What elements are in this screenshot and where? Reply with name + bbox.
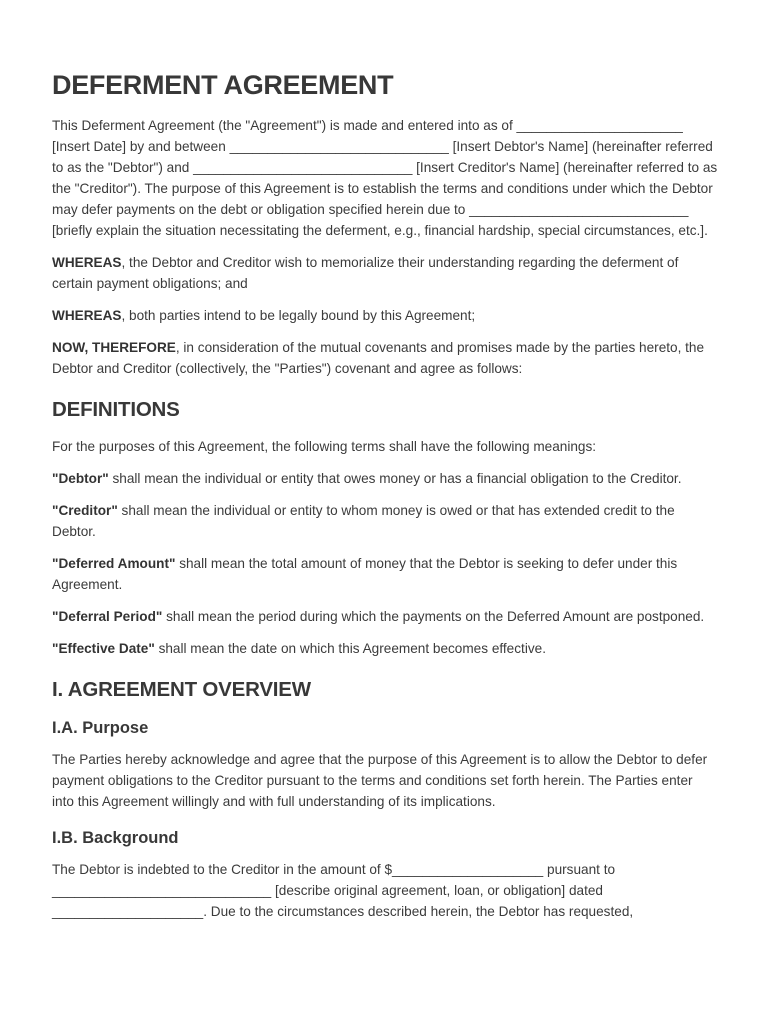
recital-whereas-2 — [52, 305, 718, 326]
background-paragraph: The Debtor is indebted to the Creditor in the amount of $____________________ pursuant to _____________________________ [describe original agreement, loan, or obligation] dated ____________________. Due to the circumstances described herein, the Debtor has requested, — [52, 862, 634, 919]
definition-deferred-amount — [52, 553, 718, 595]
recital-lead: WHEREAS — [52, 308, 122, 323]
recital-text: , both parties intend to be legally bound by this Agreement; — [121, 308, 476, 323]
definition-text: shall mean the period during which the payments on the Deferred Amount are postponed. — [162, 609, 705, 624]
definition-creditor — [52, 500, 718, 542]
recital-lead: NOW, THEREFORE — [52, 340, 176, 355]
definition-term: "Deferral Period" — [52, 609, 163, 624]
definitions-intro: For the purposes of this Agreement, the following terms shall have the following meanings: — [52, 439, 597, 454]
recital-text: , the Debtor and Creditor wish to memorialize their understanding regarding the deferment of certain payment obligations; and — [52, 255, 679, 291]
definition-deferral-period — [52, 606, 718, 627]
definition-debtor — [52, 468, 718, 489]
intro-paragraph: This Deferment Agreement (the "Agreement") is made and entered into as of ______________________ [Insert Date] by and between _____________________________ [Insert Debtor's Name] (hereinafter referred to as the "Debtor") and _____________________________ [Insert Creditor's Name] (hereinafter referred to as the "Creditor"). The purpose of this Agreement is to establish the terms and conditions under which the Debtor may defer payments on the debt or obligation specified herein due to _____________________________ [briefly explain the situation necessitating the deferment, e.g., financial hardship, special circumstances, etc.]. — [52, 118, 718, 238]
recital-text: , in consideration of the mutual covenants and promises made by the parties hereto, the Debtor and Creditor (collectively, the "Parties") covenant and agree as follows: — [52, 340, 705, 376]
recital-lead: WHEREAS — [52, 255, 122, 270]
background-heading: I.B. Background — [52, 829, 179, 847]
recital-now-therefore — [52, 337, 718, 379]
definition-term: "Debtor" — [52, 471, 109, 486]
recital-whereas-1 — [52, 252, 718, 294]
definition-effective-date — [52, 638, 718, 659]
document-title: DEFERMENT AGREEMENT — [52, 70, 394, 100]
definition-term: "Creditor" — [52, 503, 118, 518]
definitions-heading: DEFINITIONS — [52, 398, 180, 421]
definition-term: "Effective Date" — [52, 641, 155, 656]
definition-text: shall mean the individual or entity that owes money or has a financial obligation to the Creditor. — [108, 471, 682, 486]
purpose-paragraph: The Parties hereby acknowledge and agree that the purpose of this Agreement is to allow the Debtor to defer payment obligations to the Creditor pursuant to the terms and conditions set forth herein. The Parties enter into this Agreement willingly and with full understanding of its implications. — [52, 752, 708, 809]
overview-heading: I. AGREEMENT OVERVIEW — [52, 678, 311, 701]
definition-term: "Deferred Amount" — [52, 556, 176, 571]
definition-text: shall mean the total amount of money that the Debtor is seeking to defer under this Agreement. — [52, 556, 678, 592]
purpose-heading: I.A. Purpose — [52, 719, 149, 737]
definition-text: shall mean the individual or entity to whom money is owed or that has extended credit to the Debtor. — [52, 503, 675, 539]
definition-text: shall mean the date on which this Agreement becomes effective. — [154, 641, 546, 656]
